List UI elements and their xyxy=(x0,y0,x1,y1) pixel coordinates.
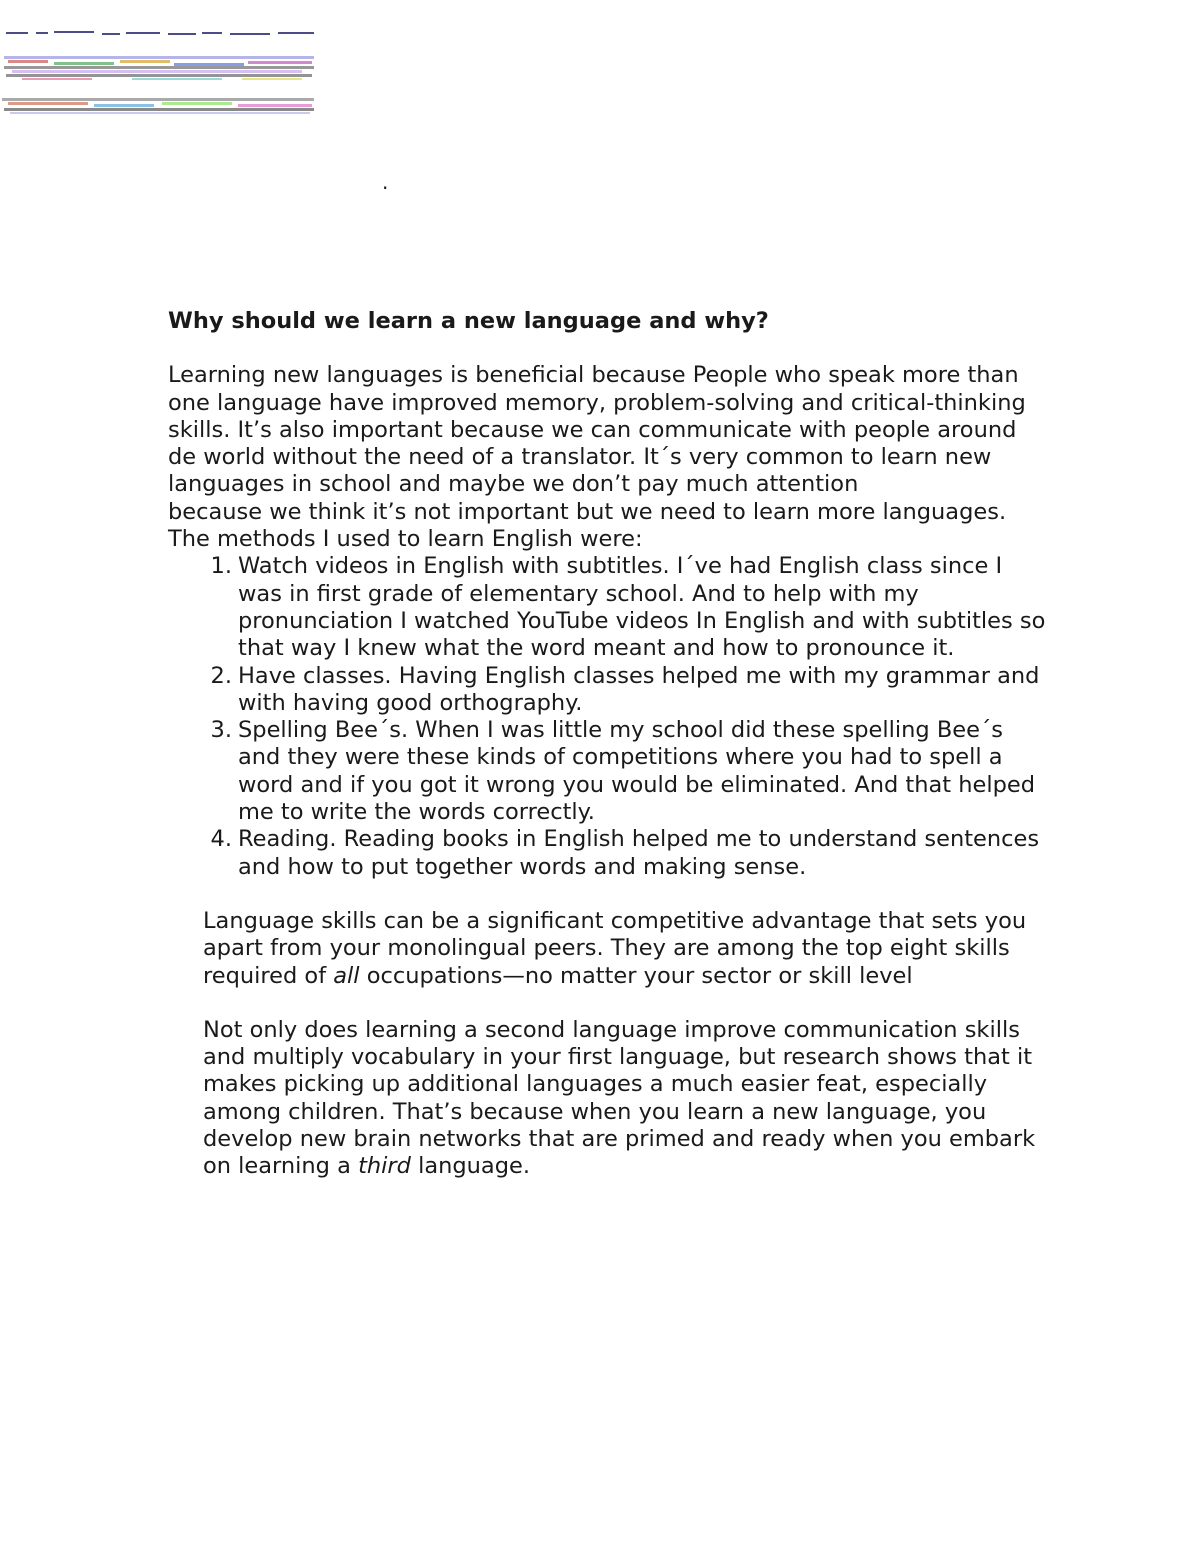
list-item-number: 1. xyxy=(210,553,232,580)
list-item-number: 4. xyxy=(210,826,232,853)
document-title: Why should we learn a new language and why? xyxy=(168,308,769,334)
third-text-emphasis: third xyxy=(358,1153,411,1180)
list-item-text: Watch videos in English with subtitles. I´ve had English class since I was in first grade of elementary school. And to help with my pronunciation I watched YouTube videos In English and with subtitles so that way I knew what the word meant and how to pronounce it. xyxy=(238,553,1046,662)
skills-text-before: Language skills can be a significant competitive advantage that sets you apart from your monolingual peers. They are among the top eight skills required of xyxy=(203,907,1027,989)
methods-list xyxy=(168,553,1048,881)
list-item-text: Reading. Reading books in English helped me to understand sentences and how to put together words and making sense. xyxy=(238,826,1040,880)
intro-paragraph-continued: because we think it’s not important but we need to learn more languages. The methods I used to learn English were: xyxy=(168,498,1007,553)
third-text-after: language. xyxy=(410,1153,530,1180)
list-item xyxy=(210,826,1048,881)
list-item-number: 3. xyxy=(210,717,232,744)
logo-line-1 xyxy=(6,31,314,35)
document-header-logo-icon xyxy=(2,28,318,120)
skills-paragraph xyxy=(203,908,1048,990)
list-item xyxy=(210,662,1048,718)
list-item-number: 2. xyxy=(210,662,232,689)
third-text-before: Not only does learning a second language improve communication skills and multiply vocabulary in your first language, but research shows that it makes picking up additional languages a much easier feat, especially among children. That’s because when you learn a new language, you develop new brain networks that are primed and ready when you embark on learning a xyxy=(203,1016,1036,1180)
skills-text-after: occupations—no matter your sector or skill level xyxy=(359,962,913,989)
list-item xyxy=(210,553,1048,662)
third-language-paragraph xyxy=(203,1017,1048,1181)
list-item xyxy=(210,717,1048,826)
list-item-text: Spelling Bee´s. When I was little my school did these spelling Bee´s and they were these kinds of competitions where you had to spell a word and if you got it wrong you would be eliminated. And that helped me to write the words correctly. xyxy=(238,717,1036,826)
document-body xyxy=(168,308,1048,1181)
logo-line-3 xyxy=(2,98,314,114)
spacer xyxy=(168,881,1048,908)
skills-text-emphasis: all xyxy=(333,962,360,989)
intro-paragraph: Learning new languages is beneficial because People who speak more than one language have improved memory, problem-solving and critical-thinking skills. It’s also important because we can communicate with people around de world without the need of a translator. It´s very common to learn new languages in school and maybe we don’t pay much attention xyxy=(168,362,1026,498)
logo-line-2 xyxy=(4,56,314,80)
spacer xyxy=(168,990,1048,1017)
stray-mark: . xyxy=(382,170,389,194)
list-item-text: Have classes. Having English classes helped me with my grammar and with having good orthography. xyxy=(238,662,1040,716)
